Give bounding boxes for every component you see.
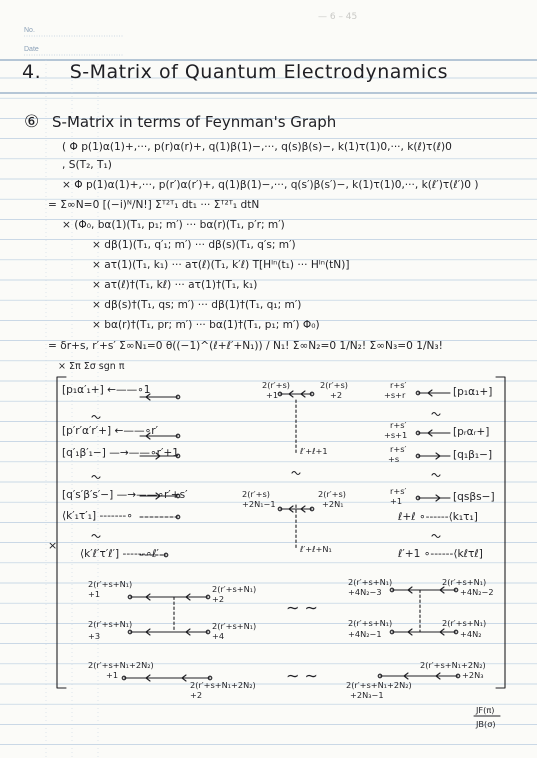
- vertex-label: 2(r′+s+N₁): [442, 577, 487, 587]
- vertex-label: r+s′: [390, 420, 407, 430]
- equation-line: × bα(r)†(T₁, pr; m′) ··· bα(1)†(T₁, p₁; m′) Φ₀): [92, 319, 320, 331]
- equation-line: × (Φ₀, bα(1)(T₁, p₁; m′) ··· bα(r)(T₁, p′r; m′): [62, 219, 285, 231]
- no-label: No.: [24, 27, 35, 34]
- ext-label: [qsβs−]: [453, 491, 495, 503]
- equation-line: = Σ∞N=0 [(−i)ᴺ/N!] Σᵀ²ᵀ₁ dt₁ ··· Σᵀ²ᵀ₁ dtN: [48, 199, 260, 211]
- ext-label: [p₁α₁+]: [453, 386, 493, 398]
- page-mark: — 6 – 45: [318, 12, 358, 22]
- tilde-mark: [92, 535, 100, 538]
- ext-label: ⟨k′₁τ′₁] -------∘: [62, 510, 133, 522]
- equation-line: × dβ(s)†(T₁, qs; m′) ··· dβ(1)†(T₁, q₁; m′): [92, 299, 302, 311]
- ext-label: ⟨k′ℓ′τ′ℓ′] ------∘ℓ′: [80, 548, 159, 560]
- vertex-label: 2(r′+s+N₁+2N₂): [88, 660, 154, 670]
- left-bracket: [57, 377, 66, 688]
- ellipsis-mark: ∼ ∼: [286, 666, 318, 685]
- vertex-label: +2N₁−1: [242, 499, 276, 509]
- section-heading: S-Matrix of Quantum Electrodynamics: [69, 61, 449, 83]
- ext-label: [pᵣαᵣ+]: [453, 426, 490, 438]
- vertex-label: 2(r′+s+N₁): [348, 618, 393, 628]
- vertex-label: +4N₂−2: [460, 587, 494, 597]
- vertex-label: 2(r′+s): [320, 380, 348, 390]
- vertex-label: 2(r′+s+N₁): [212, 584, 257, 594]
- vertex-label: 2(r′+s): [242, 489, 270, 499]
- vertex-label: ℓ′+ℓ+1: [300, 446, 328, 456]
- tilde-mark: [432, 535, 440, 538]
- subsection-heading: S-Matrix in terms of Feynman's Graph: [52, 113, 337, 131]
- equation-line: , S(T₂, T₁): [62, 159, 112, 171]
- equation-line: = δr+s, r′+s′ Σ∞N₁=0 θ((−1)^(ℓ+ℓ′+N₁)) / N₁! Σ∞N₂=0 1/N₂! Σ∞N₃=0 1/N₃!: [48, 340, 443, 352]
- tilde-mark: [292, 472, 300, 475]
- equation-line: × aτ(1)(T₁, k₁) ··· aτ(ℓ)(T₁, k′ℓ) T[Hᴵⁿ(t₁) ··· Hᴵⁿ(tN)]: [92, 259, 350, 271]
- vertex-label: +1: [390, 496, 403, 506]
- factor-jf: JF(π): [476, 705, 495, 715]
- vertex-label: +4N₂−3: [348, 587, 382, 597]
- vertex-label: 2(r′+s+N₁+2N₂): [190, 680, 256, 690]
- equation-line: × dβ(1)(T₁, q′₁; m′) ··· dβ(s)(T₁, q′s; m′): [92, 239, 296, 251]
- vertex-label: +4N₂−1: [348, 629, 382, 639]
- vertex-label: +2N₃: [462, 670, 484, 680]
- vertex-label: +1: [266, 390, 279, 400]
- equation-line: ( Φ p(1)α(1)+,···, p(r)α(r)+, q(1)β(1)−,···, q(s)β(s)−, k(1)τ(1)0,···, k(ℓ)τ(ℓ)0: [62, 141, 452, 153]
- subsection-number: ⑥: [24, 112, 40, 132]
- vertex-label: 2(r′+s+N₁): [348, 577, 393, 587]
- factor-jb: JB(σ): [476, 719, 496, 729]
- vertex-label: 2(r′+s+N₁): [212, 621, 257, 631]
- ext-label: ℓ+ℓ ∘------⟨k₁τ₁]: [398, 511, 478, 523]
- section-number: 4.: [22, 61, 42, 83]
- vertex-label: 2(r′+s+N₁): [442, 618, 487, 628]
- vertex-label: ℓ′+ℓ+N₁: [300, 544, 332, 554]
- vertex-label: +3: [88, 631, 101, 641]
- vertex-label: +4: [212, 631, 225, 641]
- vertex-label: +s+r: [384, 390, 406, 400]
- ext-label: [q′₁β′₁−] —→——∘r′+1: [62, 447, 179, 459]
- tilde-mark: [92, 416, 100, 419]
- vertex-label: +2: [330, 390, 343, 400]
- vertex-label: 2(r′+s+N₁): [88, 579, 133, 589]
- ellipsis-mark: ∼ ∼: [286, 598, 318, 617]
- equation-line: × Φ p(1)α(1)+,···, p(r′)α(r′)+, q(1)β(1)−,···, q(s′)β(s′)−, k(1)τ(1)0,···, k(ℓ′)τ(ℓ′)0 ): [62, 179, 479, 191]
- tilde-mark: [432, 474, 440, 477]
- right-bracket: [496, 377, 505, 688]
- ext-label: [q₁β₁−]: [453, 449, 493, 461]
- equation-line: × Σπ Σσ sgn π: [58, 361, 125, 372]
- vertex-label: +1: [106, 670, 119, 680]
- vertex-label: +2N₁: [322, 499, 344, 509]
- vertex-label: r+s′: [390, 380, 407, 390]
- vertex-label: 2(r′+s+N₁+2N₂): [420, 660, 486, 670]
- times-sign: ×: [48, 539, 58, 552]
- vertex-label: 2(r′+s): [262, 380, 290, 390]
- vertex-label: +s: [388, 454, 400, 464]
- ext-label: ℓ′+1 ∘------⟨kℓτℓ]: [398, 548, 483, 560]
- vertex-label: +2: [190, 690, 203, 700]
- vertex-label: r+s′: [390, 444, 407, 454]
- vertex-label: +4N₂: [460, 629, 482, 639]
- ext-label: [q′s′β′s′−] —→——∘r′+s′: [62, 489, 188, 501]
- vertex-label: 2(r′+s+N₁+2N₂): [346, 680, 412, 690]
- vertex-label: r+s′: [390, 486, 407, 496]
- tilde-mark: [92, 476, 100, 479]
- ext-label: [p₁α′₁+] ←——∘1: [62, 384, 151, 396]
- ext-label: [p′r′α′r′+] ←——∘r′: [62, 425, 159, 437]
- vertex-label: 2(r′+s): [318, 489, 346, 499]
- equation-line: × aτ(ℓ)†(T₁, kℓ) ··· aτ(1)†(T₁, k₁): [92, 279, 258, 291]
- vertex-label: 2(r′+s+N₁): [88, 619, 133, 629]
- tilde-mark: [432, 413, 440, 416]
- vertex-label: +1: [88, 589, 101, 599]
- vertex-label: +2N₃−1: [350, 690, 384, 700]
- vertex-label: +s+1: [384, 430, 408, 440]
- date-label: Date: [24, 46, 39, 53]
- vertex-label: +2: [212, 594, 225, 604]
